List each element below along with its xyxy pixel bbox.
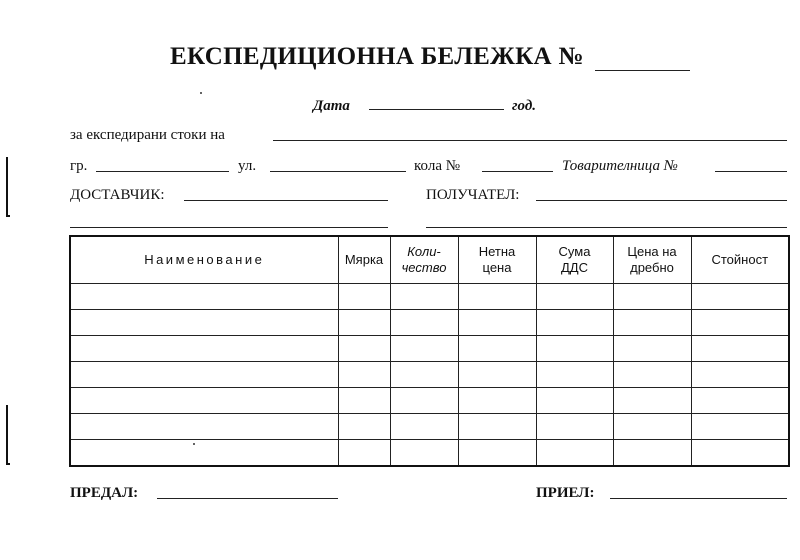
table-cell[interactable]	[338, 310, 390, 336]
table-cell[interactable]	[458, 362, 536, 388]
street-field[interactable]	[270, 171, 406, 172]
table-cell[interactable]	[390, 414, 458, 440]
table-cell[interactable]	[691, 440, 789, 467]
table-cell[interactable]	[613, 414, 691, 440]
table-cell[interactable]	[70, 362, 338, 388]
form-title: ЕКСПЕДИЦИОННА БЕЛЕЖКА №	[170, 43, 584, 70]
table-cell[interactable]	[613, 310, 691, 336]
table-cell[interactable]	[338, 336, 390, 362]
supplier-label: ДОСТАВЧИК:	[70, 187, 165, 203]
handed-over-label: ПРЕДАЛ:	[70, 485, 139, 501]
city-label: гр.	[70, 158, 88, 174]
table-cell[interactable]	[390, 336, 458, 362]
table-cell[interactable]	[70, 388, 338, 414]
city-field[interactable]	[96, 171, 229, 172]
received-signature-field[interactable]	[610, 498, 787, 499]
table-cell[interactable]	[70, 336, 338, 362]
table-cell[interactable]	[691, 336, 789, 362]
table-cell[interactable]	[613, 440, 691, 467]
table-cell[interactable]	[458, 284, 536, 310]
column-header-unit: Мярка	[338, 236, 390, 284]
waybill-field[interactable]	[715, 171, 787, 172]
table-cell[interactable]	[70, 414, 338, 440]
table-cell[interactable]	[70, 284, 338, 310]
table-row	[70, 284, 789, 310]
column-header-name: Наименование	[70, 236, 338, 284]
binder-mark-bottom-end	[6, 463, 10, 465]
table-cell[interactable]	[390, 310, 458, 336]
table-cell[interactable]	[691, 388, 789, 414]
table-cell[interactable]	[536, 310, 613, 336]
table-cell[interactable]	[691, 284, 789, 310]
table-cell[interactable]	[338, 388, 390, 414]
table-cell[interactable]	[536, 336, 613, 362]
table-cell[interactable]	[338, 414, 390, 440]
column-header-vat-amount: Сума ДДС	[536, 236, 613, 284]
date-field[interactable]	[369, 109, 504, 110]
scan-speck	[200, 92, 202, 94]
received-label: ПРИЕЛ:	[536, 485, 595, 501]
table-cell[interactable]	[613, 284, 691, 310]
table-row	[70, 310, 789, 336]
recipient-label: ПОЛУЧАТЕЛ:	[426, 187, 520, 203]
street-label: ул.	[238, 158, 257, 174]
table-cell[interactable]	[70, 310, 338, 336]
year-label: год.	[512, 98, 537, 114]
column-header-net-price: Нетна цена	[458, 236, 536, 284]
table-cell[interactable]	[70, 440, 338, 467]
table-cell[interactable]	[613, 336, 691, 362]
table-cell[interactable]	[613, 362, 691, 388]
table-cell[interactable]	[536, 440, 613, 467]
goods-for-label: за експедирани стоки на	[70, 127, 225, 143]
table-cell[interactable]	[536, 414, 613, 440]
table-cell[interactable]	[338, 284, 390, 310]
table-cell[interactable]	[458, 310, 536, 336]
table-cell[interactable]	[458, 440, 536, 467]
binder-mark-top	[6, 157, 8, 217]
table-cell[interactable]	[390, 440, 458, 467]
table-row	[70, 388, 789, 414]
vehicle-field[interactable]	[482, 171, 553, 172]
table-cell[interactable]	[691, 362, 789, 388]
table-cell[interactable]	[613, 388, 691, 414]
table-cell[interactable]	[458, 414, 536, 440]
handed-over-signature-field[interactable]	[157, 498, 338, 499]
table-row	[70, 414, 789, 440]
table-row	[70, 336, 789, 362]
table-body	[70, 284, 789, 467]
table-cell[interactable]	[536, 362, 613, 388]
table-cell[interactable]	[458, 336, 536, 362]
waybill-label: Товарителница №	[562, 158, 678, 174]
table-cell[interactable]	[338, 362, 390, 388]
table-cell[interactable]	[691, 310, 789, 336]
goods-table	[69, 235, 790, 467]
recipient-field-line-2[interactable]	[426, 227, 787, 228]
form-number-field[interactable]	[595, 70, 690, 71]
table-header-row	[70, 236, 789, 284]
table-cell[interactable]	[458, 388, 536, 414]
binder-mark-top-end	[6, 215, 10, 217]
binder-mark-bottom	[6, 405, 8, 465]
vehicle-label: кола №	[414, 158, 461, 174]
recipient-field[interactable]	[536, 200, 787, 201]
table-cell[interactable]	[338, 440, 390, 467]
table-cell[interactable]	[536, 284, 613, 310]
table-cell[interactable]	[536, 388, 613, 414]
column-header-retail-price: Цена на дребно	[613, 236, 691, 284]
date-label: Дата	[313, 98, 350, 114]
supplier-field-line-2[interactable]	[70, 227, 388, 228]
table-cell[interactable]	[390, 362, 458, 388]
table-cell[interactable]	[390, 388, 458, 414]
table-cell[interactable]	[390, 284, 458, 310]
table-row	[70, 440, 789, 467]
supplier-field[interactable]	[184, 200, 388, 201]
goods-for-field[interactable]	[273, 140, 787, 141]
table-row	[70, 362, 789, 388]
table-cell[interactable]	[691, 414, 789, 440]
column-header-quantity: Коли- чество	[390, 236, 458, 284]
column-header-value: Стойност	[691, 236, 789, 284]
